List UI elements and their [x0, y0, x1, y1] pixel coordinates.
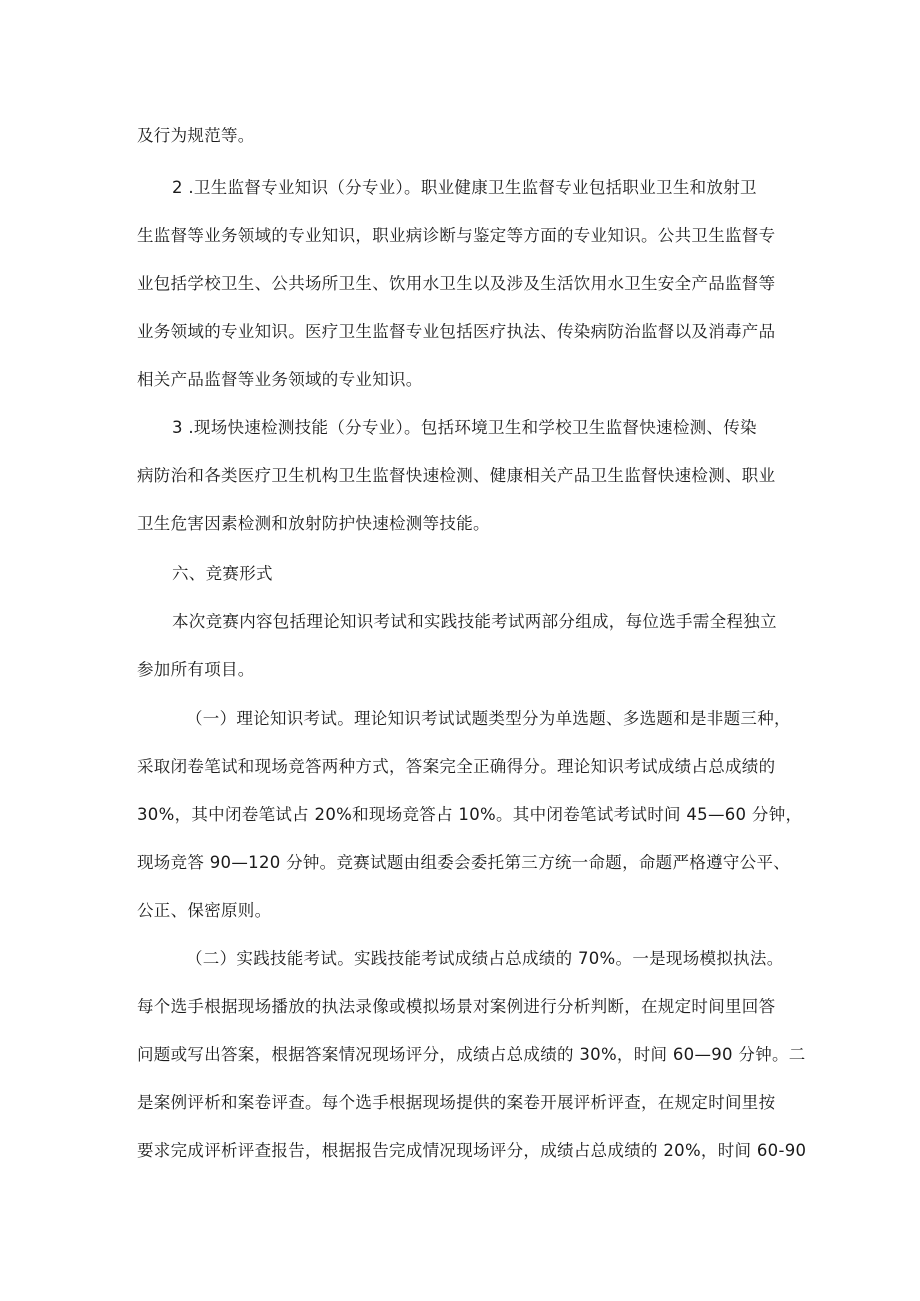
section-heading: 六、竞赛形式 — [172, 564, 273, 583]
text-line: 2 .卫生监督专业知识（分专业）。职业健康卫生监督专业包括职业卫生和放射卫 — [172, 178, 757, 197]
text-line: 业包括学校卫生、公共场所卫生、饮用水卫生以及涉及生活饮用水卫生安全产品监督等 — [137, 274, 776, 293]
text-line: （一）理论知识考试。理论知识考试试题类型分为单选题、多选题和是非题三种， — [186, 709, 791, 728]
text-line: 每个选手根据现场播放的执法录像或模拟场景对案例进行分析判断，在规定时间里回答 — [137, 997, 776, 1016]
text-line: 生监督等业务领域的专业知识，职业病诊断与鉴定等方面的专业知识。公共卫生监督专 — [137, 226, 776, 245]
text-line: 公正、保密原则。 — [137, 901, 272, 920]
text-line: 3 .现场快速检测技能（分专业）。包括环境卫生和学校卫生监督快速检测、传染 — [172, 418, 757, 437]
text-line: 相关产品监督等业务领域的专业知识。 — [137, 370, 423, 389]
text-line: 要求完成评析评查报告，根据报告完成情况现场评分，成绩占总成绩的 20%，时间 60-90 — [137, 1141, 807, 1160]
text-line: 现场竞答 90—120 分钟。竞赛试题由组委会委托第三方统一命题，命题严格遵守公平、 — [137, 853, 791, 872]
text-line: 参加所有项目。 — [137, 660, 255, 679]
text-line: 本次竞赛内容包括理论知识考试和实践技能考试两部分组成，每位选手需全程独立 — [172, 612, 777, 631]
text-line: 问题或写出答案，根据答案情况现场评分，成绩占总成绩的 30%，时间 60—90 分钟。二 — [137, 1045, 806, 1064]
text-line: 卫生危害因素检测和放射防护快速检测等技能。 — [137, 514, 490, 533]
text-line: 业务领域的专业知识。医疗卫生监督专业包括医疗执法、传染病防治监督以及消毒产品 — [137, 322, 776, 341]
text-line: 采取闭卷笔试和现场竞答两种方式，答案完全正确得分。理论知识考试成绩占总成绩的 — [137, 757, 776, 776]
text-line: 病防治和各类医疗卫生机构卫生监督快速检测、健康相关产品卫生监督快速检测、职业 — [137, 466, 776, 485]
text-line: 及行为规范等。 — [137, 126, 255, 145]
text-line: （二）实践技能考试。实践技能考试成绩占总成绩的 70%。一是现场模拟执法。 — [186, 949, 784, 968]
text-line: 是案例评析和案卷评查。每个选手根据现场提供的案卷开展评析评查，在规定时间里按 — [137, 1093, 776, 1112]
text-line: 30%，其中闭卷笔试占 20%和现场竞答占 10%。其中闭卷笔试考试时间 45—60 分钟， — [137, 805, 803, 824]
